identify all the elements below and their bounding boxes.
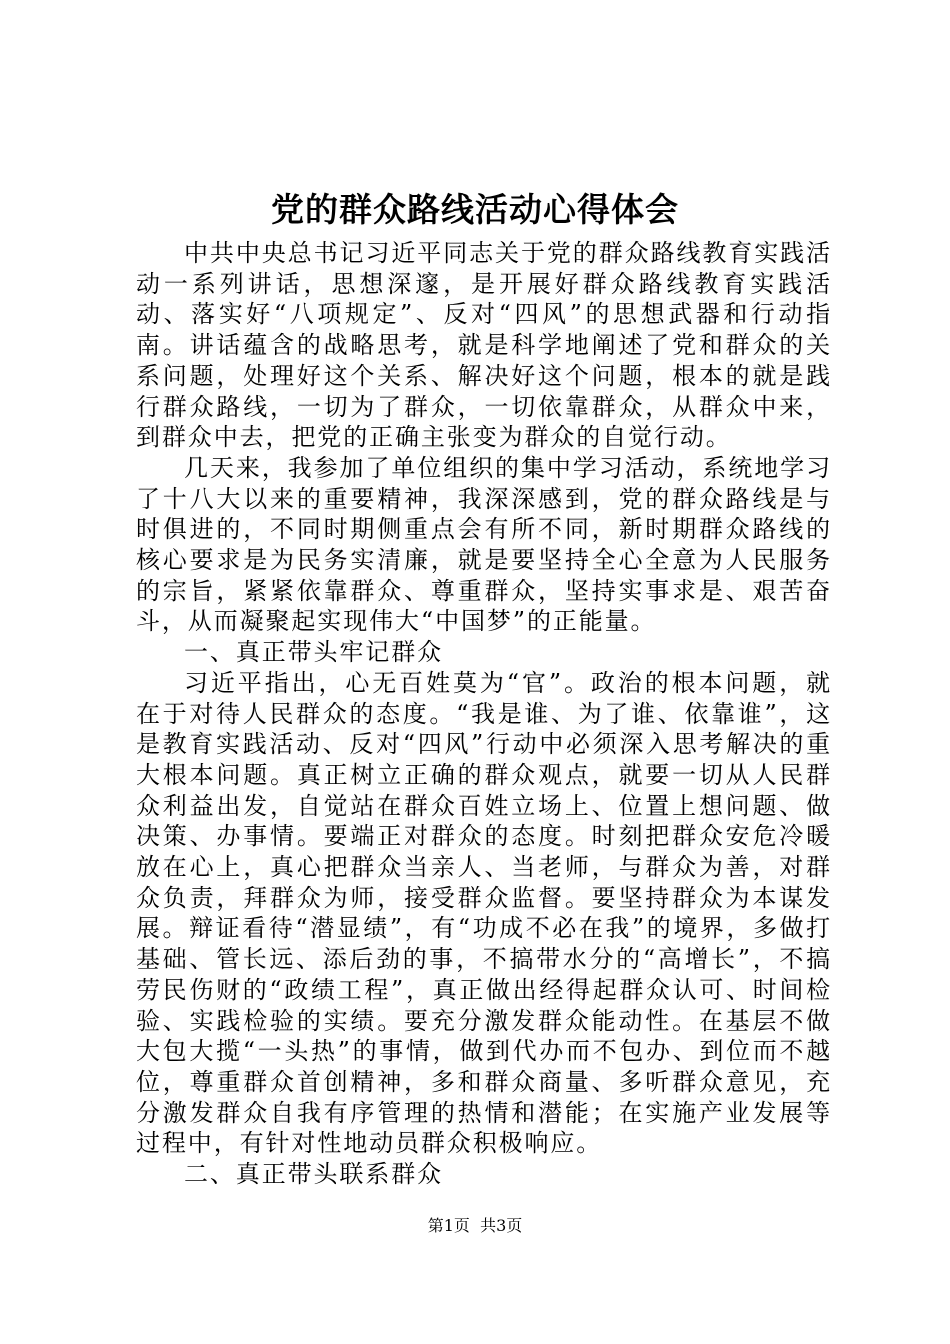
page-number: 第1页 [427, 1216, 470, 1235]
page-footer [0, 1215, 950, 1237]
paragraph-study: 几天来，我参加了单位组织的集中学习活动，系统地学习了十八大以来的重要精神，我深深感到，党的群众路线是与时俱进的，不同时期侧重点会有所不同，新时期群众路线的核心要求是为民务实清廉，就是要坚持全心全意为人民服务的宗旨，紧紧依靠群众、尊重群众，坚持实事求是、艰苦奋斗，从而凝聚起实现伟大“中国梦”的正能量。 [136, 453, 832, 636]
section-heading-2: 二、真正带头联系群众 [184, 1160, 443, 1189]
document-body [136, 238, 832, 1190]
page-title: 党的群众路线活动心得体会 [271, 190, 679, 229]
paragraph-section-1: 习近平指出，心无百姓莫为“官”。政治的根本问题，就在于对待人民群众的态度。“我是谁、为了谁、依靠谁”，这是教育实践活动、反对“四风”行动中必须深入思考解决的重大根本问题。真正树立正确的群众观点，就要一切从人民群众利益出发，自觉站在群众百姓立场上、位置上想问题、做决策、办事情。要端正对群众的态度。时刻把群众安危冷暖放在心上，真心把群众当亲人、当老师，与群众为善，对群众负责，拜群众为师，接受群众监督。要坚持群众为本谋发展。辩证看待“潜显绩”，有“功成不必在我”的境界，多做打基础、管长远、添后劲的事，不搞带水分的“高增长”，不搞劳民伤财的“政绩工程”，真正做出经得起群众认可、时间检验、实践检验的实绩。要充分激发群众能动性。在基层不做大包大揽“一头热”的事情，做到代办而不包办、到位而不越位，尊重群众首创精神，多和群众商量、多听群众意见，充分激发群众自我有序管理的热情和潜能；在实施产业发展等过程中，有针对性地动员群众积极响应。 [136, 668, 832, 1158]
page-total: 共3页 [480, 1216, 523, 1235]
paragraph-intro: 中共中央总书记习近平同志关于党的群众路线教育实践活动一系列讲话，思想深邃，是开展好群众路线教育实践活动、落实好“八项规定”、反对“四风”的思想武器和行动指南。讲话蕴含的战略思考，就是科学地阐述了党和群众的关系问题，处理好这个关系、解决好这个问题，根本的就是践行群众路线，一切为了群众，一切依靠群众，从群众中来，到群众中去，把党的正确主张变为群众的自觉行动。 [136, 239, 832, 452]
section-heading-1: 一、真正带头牢记群众 [184, 638, 443, 667]
